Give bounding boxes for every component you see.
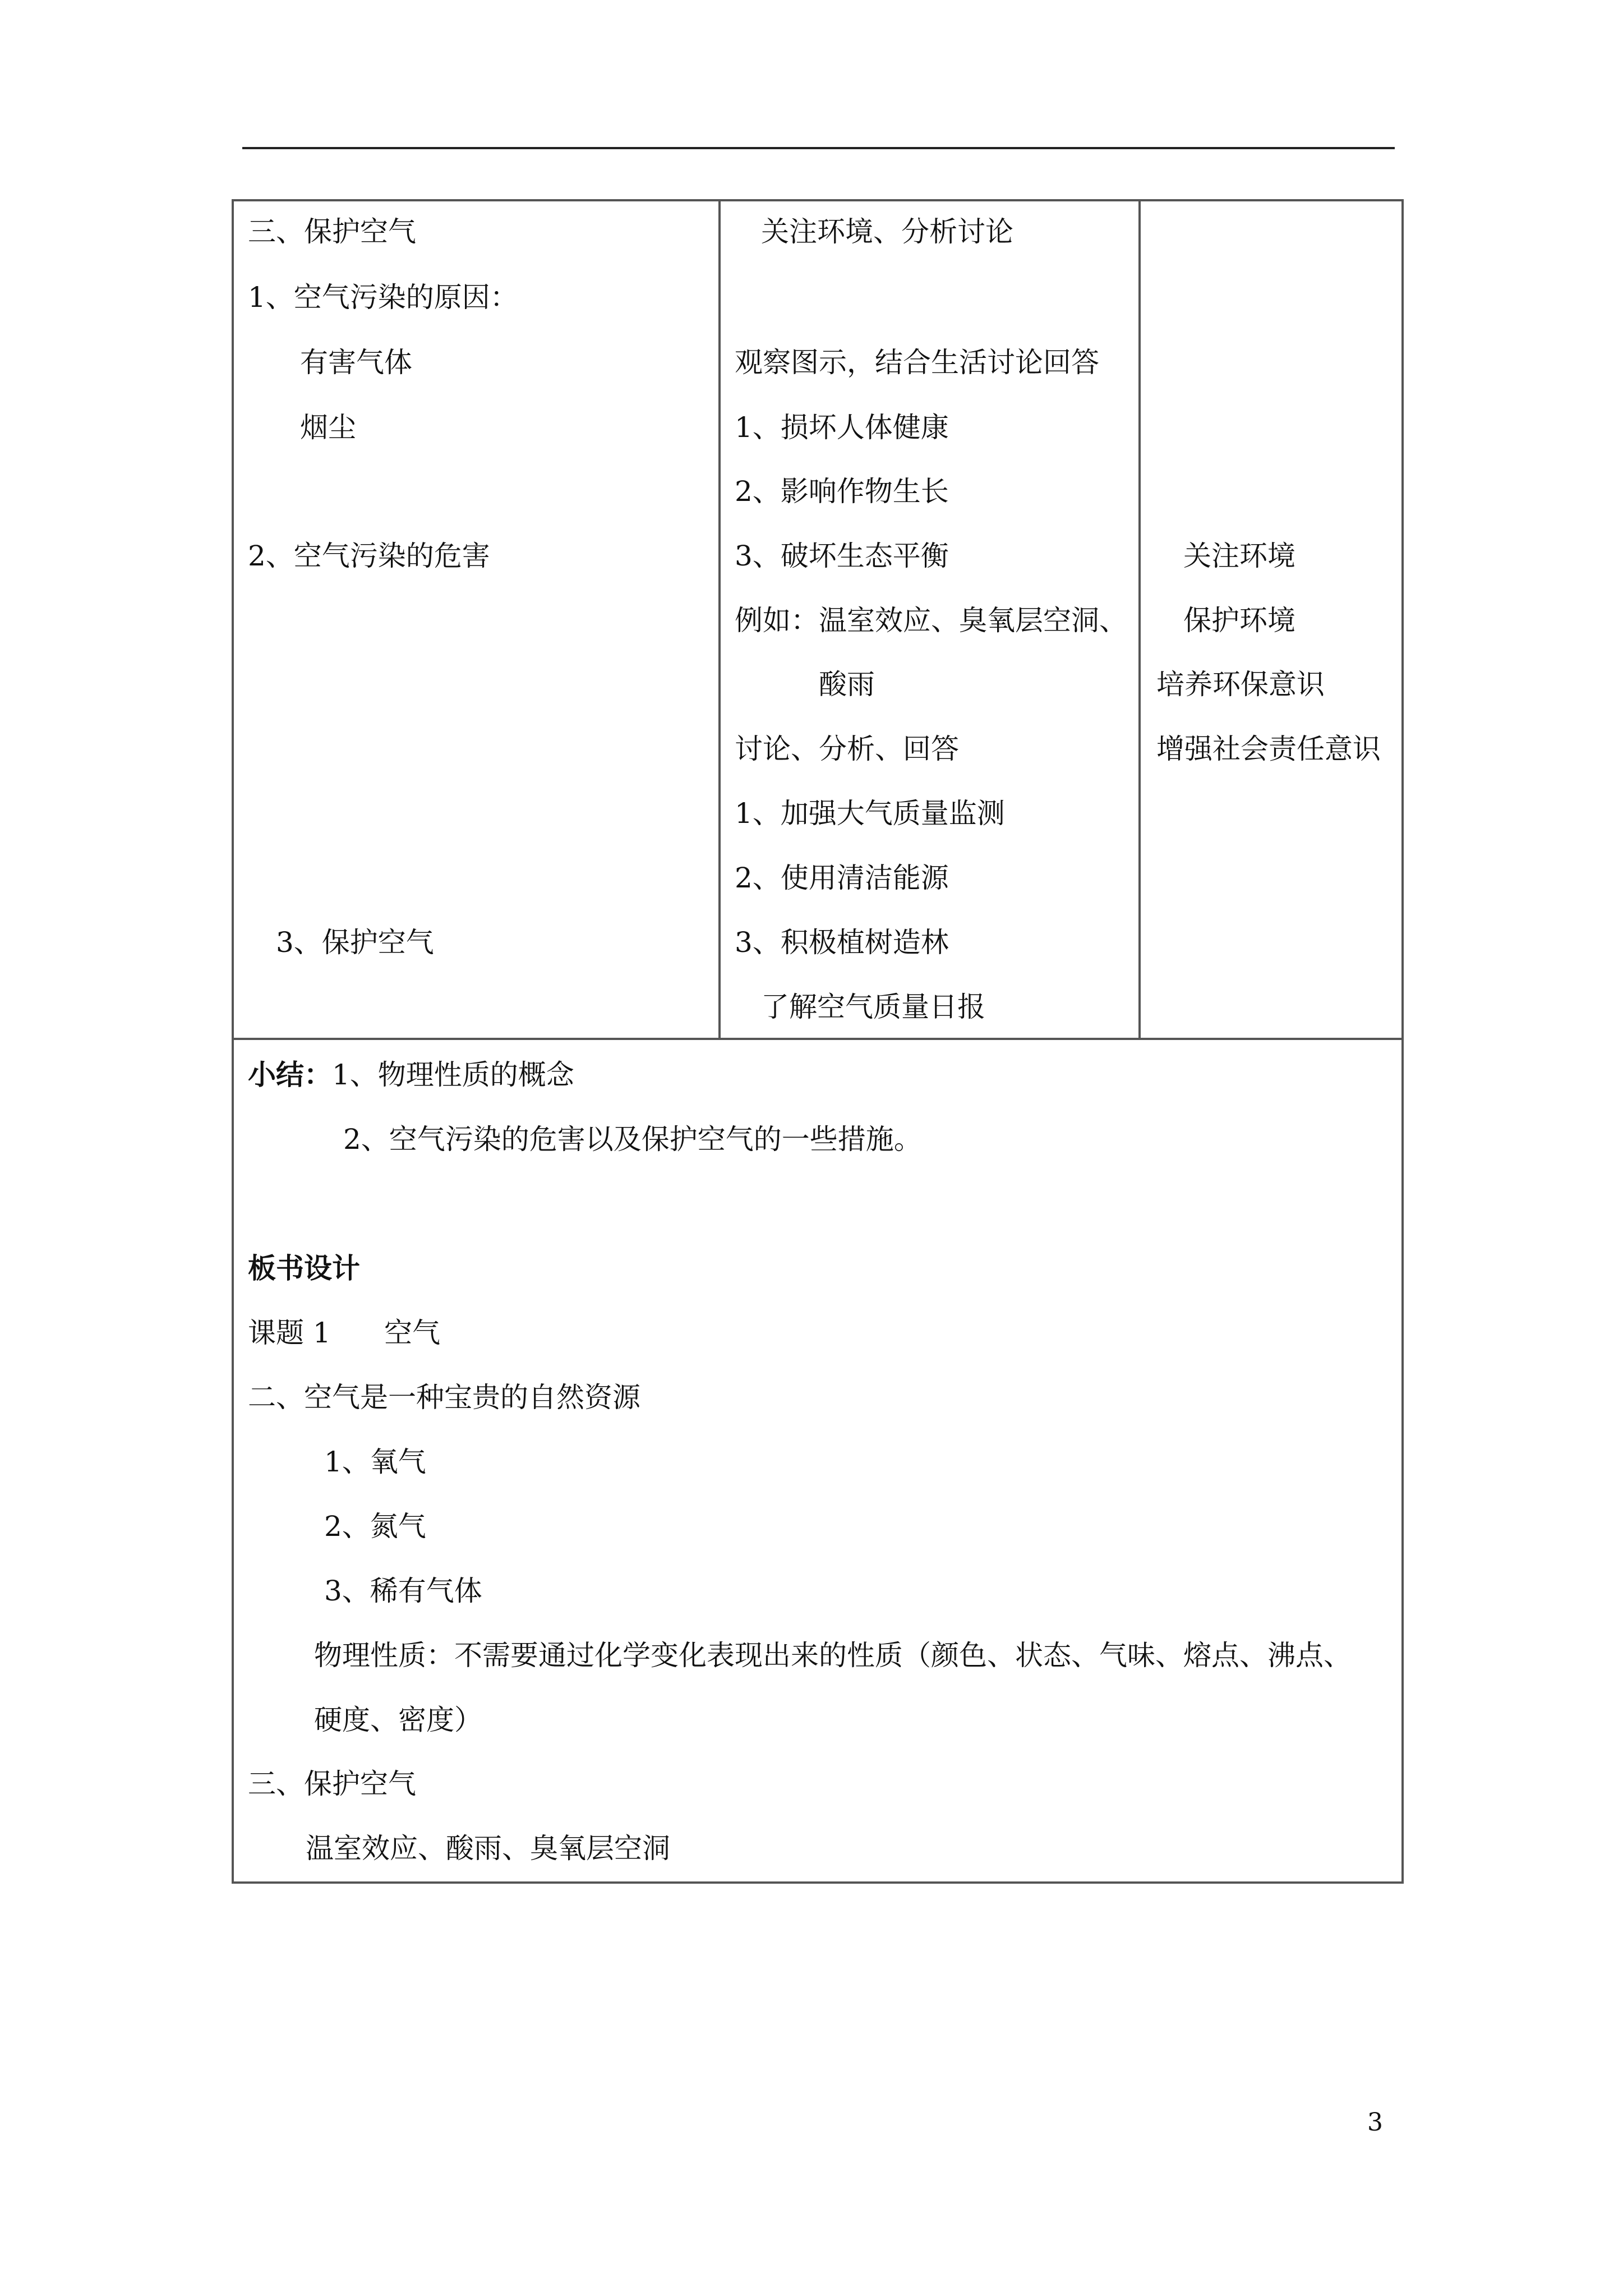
activity-line: 了解空气质量日报: [761, 991, 985, 1023]
activity-line: 关注环境、分析讨论: [761, 215, 1013, 248]
summary-line: 2、空气污染的危害以及保护空气的一些措施。: [343, 1123, 922, 1156]
intent-line: 增强社会责任意识: [1156, 733, 1381, 765]
page-number: 3: [1367, 2108, 1383, 2137]
activity-line: 观察图示，结合生活讨论回答: [735, 346, 1099, 379]
board-section-heading: 三、保护空气: [248, 1768, 416, 1800]
content-line: 1、空气污染的原因：: [248, 281, 518, 314]
board-section-heading: 二、空气是一种宝贵的自然资源: [248, 1381, 640, 1414]
table-frame: [232, 199, 1404, 1884]
content-line: 有害气体: [300, 346, 412, 379]
table-column-divider: [1138, 199, 1141, 1039]
physical-property-line: 硬度、密度）: [314, 1704, 482, 1736]
intent-line: 培养环保意识: [1156, 668, 1325, 701]
activity-line: 1、加强大气质量监测: [735, 797, 1005, 830]
summary-text: 1、物理性质的概念: [332, 1059, 574, 1091]
activity-line: 讨论、分析、回答: [735, 733, 959, 765]
header-rule: [242, 147, 1395, 149]
activity-line: 酸雨: [819, 668, 875, 701]
activity-line: 2、影响作物生长: [735, 475, 949, 508]
intent-line: 关注环境: [1183, 540, 1295, 572]
summary-label: 小结：: [248, 1058, 332, 1091]
activity-line: 3、破坏生态平衡: [735, 540, 949, 572]
table-column-divider: [718, 199, 721, 1039]
activity-line: 2、使用清洁能源: [735, 862, 949, 894]
board-list-item: 2、氮气: [324, 1510, 426, 1543]
lesson-title: 课题 1 空气: [248, 1317, 441, 1349]
content-line: 烟尘: [300, 411, 356, 444]
board-list-item: 3、稀有气体: [324, 1575, 482, 1607]
activity-line: 3、积极植树造林: [735, 926, 949, 959]
physical-property-line: 物理性质：不需要通过化学变化表现出来的性质（颜色、状态、气味、熔点、沸点、: [314, 1639, 1352, 1672]
content-line: 三、保护空气: [248, 215, 416, 248]
board-design-title: 板书设计: [248, 1251, 360, 1285]
content-line: 3、保护空气: [276, 926, 434, 959]
summary-line: [248, 1058, 574, 1092]
board-section-detail: 温室效应、酸雨、臭氧层空洞: [306, 1832, 670, 1865]
activity-line: 例如：温室效应、臭氧层空洞、: [735, 604, 1127, 637]
intent-line: 保护环境: [1183, 604, 1295, 637]
activity-line: 1、损坏人体健康: [735, 411, 949, 444]
content-line: 2、空气污染的危害: [248, 540, 490, 572]
board-list-item: 1、氧气: [324, 1446, 426, 1478]
table-row-divider: [232, 1038, 1404, 1040]
